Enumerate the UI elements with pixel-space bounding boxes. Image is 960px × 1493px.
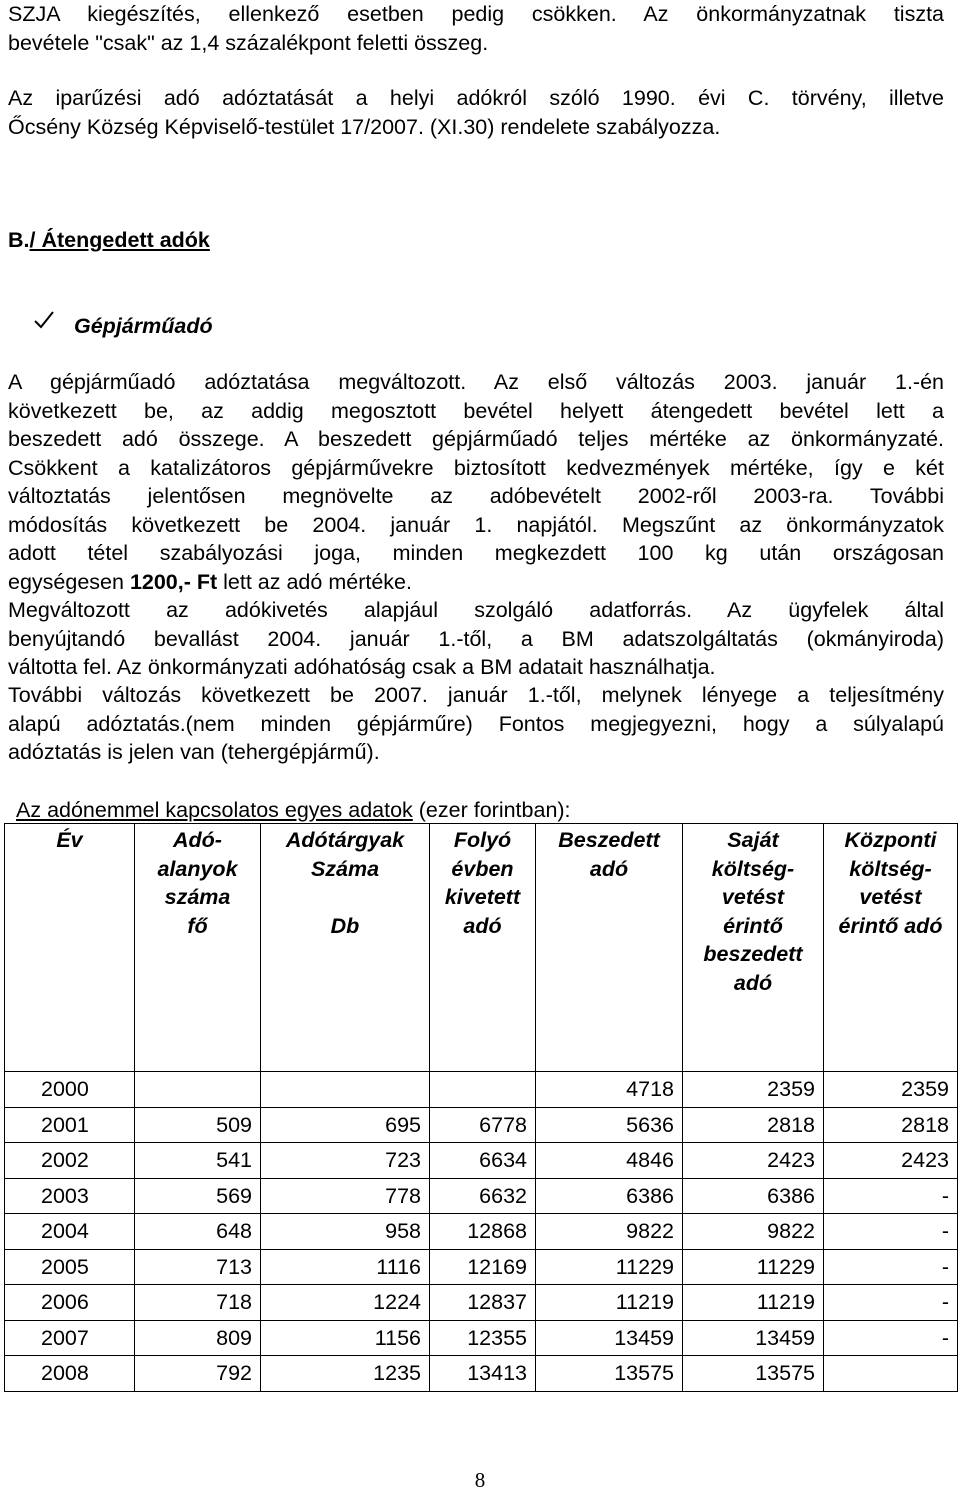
header-line: adó	[589, 856, 629, 881]
value-cell: 2423	[683, 1143, 824, 1179]
table-caption-underlined: Az adónemmel kapcsolatos egyes adatok	[16, 798, 413, 822]
header-line: beszedett	[703, 942, 803, 966]
header-kozponti-koltsegvetest-erinto	[824, 824, 958, 1072]
paragraph-adatforras	[8, 596, 944, 682]
text-line	[8, 568, 944, 597]
year-cell: 2000	[5, 1072, 135, 1108]
paragraph-szja	[8, 0, 944, 57]
header-line: Saját	[727, 828, 779, 852]
value-cell: 13413	[430, 1356, 536, 1392]
header-line: Száma	[310, 856, 380, 881]
header-line: érintő	[723, 913, 783, 938]
year-cell: 2008	[5, 1356, 135, 1392]
text-line: alapú adóztatás.(nem minden gépjárműre) Fontos megjegyezni, hogy a súlyalapú	[8, 711, 944, 736]
value-cell: 718	[135, 1285, 261, 1321]
value-cell: 6386	[683, 1178, 824, 1214]
value-cell: 2423	[824, 1143, 958, 1179]
value-cell: 2359	[683, 1072, 824, 1108]
tax-data-table	[4, 823, 958, 1392]
table-row	[5, 1178, 958, 1214]
value-cell: 1156	[261, 1320, 430, 1356]
year-cell: 2002	[5, 1143, 135, 1179]
section-heading	[8, 226, 210, 254]
table-caption-rest: (ezer forintban):	[412, 798, 571, 822]
text-line: váltotta fel. Az önkormányzati adóhatóság csak a BM adatait használhatja.	[8, 655, 716, 679]
header-line: Év	[56, 828, 83, 852]
text-line: beszedett adó összege. A beszedett gépjárműadó teljes mértéke az önkormányzaté.	[8, 427, 944, 451]
checkmark-icon	[33, 309, 55, 331]
year-cell: 2004	[5, 1214, 135, 1250]
value-cell	[135, 1072, 261, 1108]
header-adoalanyok	[135, 824, 261, 1072]
value-cell: 4718	[536, 1072, 683, 1108]
value-cell: 6632	[430, 1178, 536, 1214]
text-fragment: lett az adó mértéke.	[217, 569, 412, 594]
value-cell: -	[824, 1285, 958, 1321]
tax-amount: 1200,- Ft	[129, 569, 218, 594]
text-line: benyújtandó bevallást 2004. január 1.-től, a BM adatszolgáltatás (okmányiroda)	[8, 626, 944, 651]
value-cell: 13575	[536, 1356, 683, 1392]
paragraph-iparuzesi-ado	[8, 84, 944, 141]
header-line: Adótárgyak	[285, 828, 405, 852]
table-row	[5, 1107, 958, 1143]
value-cell: 2359	[824, 1072, 958, 1108]
value-cell: 2818	[683, 1107, 824, 1143]
value-cell: 6386	[536, 1178, 683, 1214]
value-cell: 1224	[261, 1285, 430, 1321]
value-cell: -	[824, 1249, 958, 1285]
value-cell: 12355	[430, 1320, 536, 1356]
year-cell: 2007	[5, 1320, 135, 1356]
value-cell: 723	[261, 1143, 430, 1179]
text-line: bevétele "csak" az 1,4 százalékpont feletti összeg.	[8, 30, 489, 55]
value-cell: 809	[135, 1320, 261, 1356]
value-cell: 713	[135, 1249, 261, 1285]
table-caption	[16, 796, 571, 824]
table-row	[5, 1356, 958, 1392]
table-row	[5, 1143, 958, 1179]
value-cell: 4846	[536, 1143, 683, 1179]
table-row	[5, 1285, 958, 1321]
value-cell: 648	[135, 1214, 261, 1250]
header-line: költség-	[849, 856, 932, 881]
text-line: módosítás következett be 2004. január 1. napjától. Megszűnt az önkormányzatok	[8, 512, 944, 537]
value-cell: 2818	[824, 1107, 958, 1143]
value-cell	[261, 1072, 430, 1108]
subheading-gepjarmuado: Gépjárműadó	[74, 314, 213, 338]
header-folyo-evben-kivetett-ado	[430, 824, 536, 1072]
text-line: változtatás jelentősen megnövelte az adóbevételt 2002-ről 2003-ra. További	[8, 484, 944, 508]
table-header-row	[5, 824, 958, 1072]
header-line: adó	[463, 913, 502, 938]
value-cell: -	[824, 1214, 958, 1250]
year-cell: 2005	[5, 1249, 135, 1285]
value-cell: 13459	[536, 1320, 683, 1356]
header-line: érintő adó	[838, 913, 943, 938]
header-line: költség-	[711, 856, 795, 881]
text-fragment: egységesen	[8, 569, 130, 594]
paragraph-teljesitmeny-alapu	[8, 681, 944, 767]
table-row	[5, 1214, 958, 1250]
value-cell: 12169	[430, 1249, 536, 1285]
value-cell: 509	[135, 1107, 261, 1143]
value-cell: 778	[261, 1178, 430, 1214]
text-line: adott tétel szabályozási joga, minden megkezdett 100 kg után országosan	[8, 541, 944, 565]
value-cell: 958	[261, 1214, 430, 1250]
table-row	[5, 1320, 958, 1356]
header-line: alanyok	[157, 856, 238, 881]
header-line: vetést	[859, 885, 922, 909]
header-sajat-koltsegvetest-erinto	[683, 824, 824, 1072]
header-line: Db	[330, 913, 360, 938]
header-line: kivetett	[444, 885, 521, 909]
text-line: Az iparűzési adó adóztatását a helyi adókról szóló 1990. évi C. törvény, illetve	[8, 86, 944, 110]
value-cell: 11229	[683, 1249, 824, 1285]
value-cell: -	[824, 1178, 958, 1214]
value-cell: 11219	[536, 1285, 683, 1321]
page-number: 8	[474, 1468, 486, 1492]
value-cell: 5636	[536, 1107, 683, 1143]
header-line: Folyó	[453, 828, 512, 852]
value-cell: 695	[261, 1107, 430, 1143]
header-line: fő	[187, 913, 208, 938]
value-cell: 6778	[430, 1107, 536, 1143]
text-line: Megváltozott az adókivetés alapjául szolgáló adatforrás. Az ügyfelek által	[8, 598, 944, 622]
table-row	[5, 1072, 958, 1108]
table-body	[5, 1072, 958, 1392]
header-line: évben	[451, 856, 514, 881]
year-cell: 2006	[5, 1285, 135, 1321]
header-beszedett-ado	[536, 824, 683, 1072]
text-line: Őcsény Község Képviselő-testület 17/2007. (XI.30) rendelete szabályozza.	[8, 114, 721, 139]
text-line: Csökkent a katalizátoros gépjárművekre biztosított kedvezmények mértéke, így e két	[8, 455, 944, 480]
value-cell: 6634	[430, 1143, 536, 1179]
value-cell: 13575	[683, 1356, 824, 1392]
section-heading-prefix: B.	[8, 228, 30, 252]
header-line: Beszedett	[558, 828, 660, 852]
value-cell: 541	[135, 1143, 261, 1179]
value-cell: 12868	[430, 1214, 536, 1250]
value-cell	[430, 1072, 536, 1108]
paragraph-gepjarmuado	[8, 368, 944, 596]
text-line: SZJA kiegészítés, ellenkező esetben pedig csökken. Az önkormányzatnak tiszta	[8, 2, 944, 26]
value-cell: 12837	[430, 1285, 536, 1321]
text-line: További változás következett be 2007. január 1.-től, melynek lényege a teljesítmény	[8, 683, 944, 707]
header-line: Központi	[844, 828, 937, 852]
value-cell: 13459	[683, 1320, 824, 1356]
value-cell: 1116	[261, 1249, 430, 1285]
header-ev	[5, 824, 135, 1072]
year-cell: 2003	[5, 1178, 135, 1214]
header-line	[269, 883, 421, 912]
value-cell: 9822	[683, 1214, 824, 1250]
value-cell: 11219	[683, 1285, 824, 1321]
text-line: A gépjárműadó adóztatása megváltozott. Az első változás 2003. január 1.-én	[8, 370, 944, 394]
year-cell: 2001	[5, 1107, 135, 1143]
text-line: következett be, az addig megosztott bevétel helyett átengedett bevétel lett a	[8, 398, 944, 423]
value-cell: 569	[135, 1178, 261, 1214]
table-row	[5, 1249, 958, 1285]
value-cell: 9822	[536, 1214, 683, 1250]
header-line: száma	[164, 885, 231, 909]
header-line: adó	[733, 970, 773, 995]
value-cell: -	[824, 1320, 958, 1356]
value-cell: 1235	[261, 1356, 430, 1392]
value-cell	[824, 1356, 958, 1392]
header-adotargyak	[261, 824, 430, 1072]
header-line: vetést	[721, 885, 785, 909]
header-line: Adó-	[173, 828, 222, 852]
text-line: adóztatás is jelen van (tehergépjármű).	[8, 740, 380, 764]
section-heading-text: / Átengedett adók	[29, 228, 210, 252]
value-cell: 11229	[536, 1249, 683, 1285]
value-cell: 792	[135, 1356, 261, 1392]
